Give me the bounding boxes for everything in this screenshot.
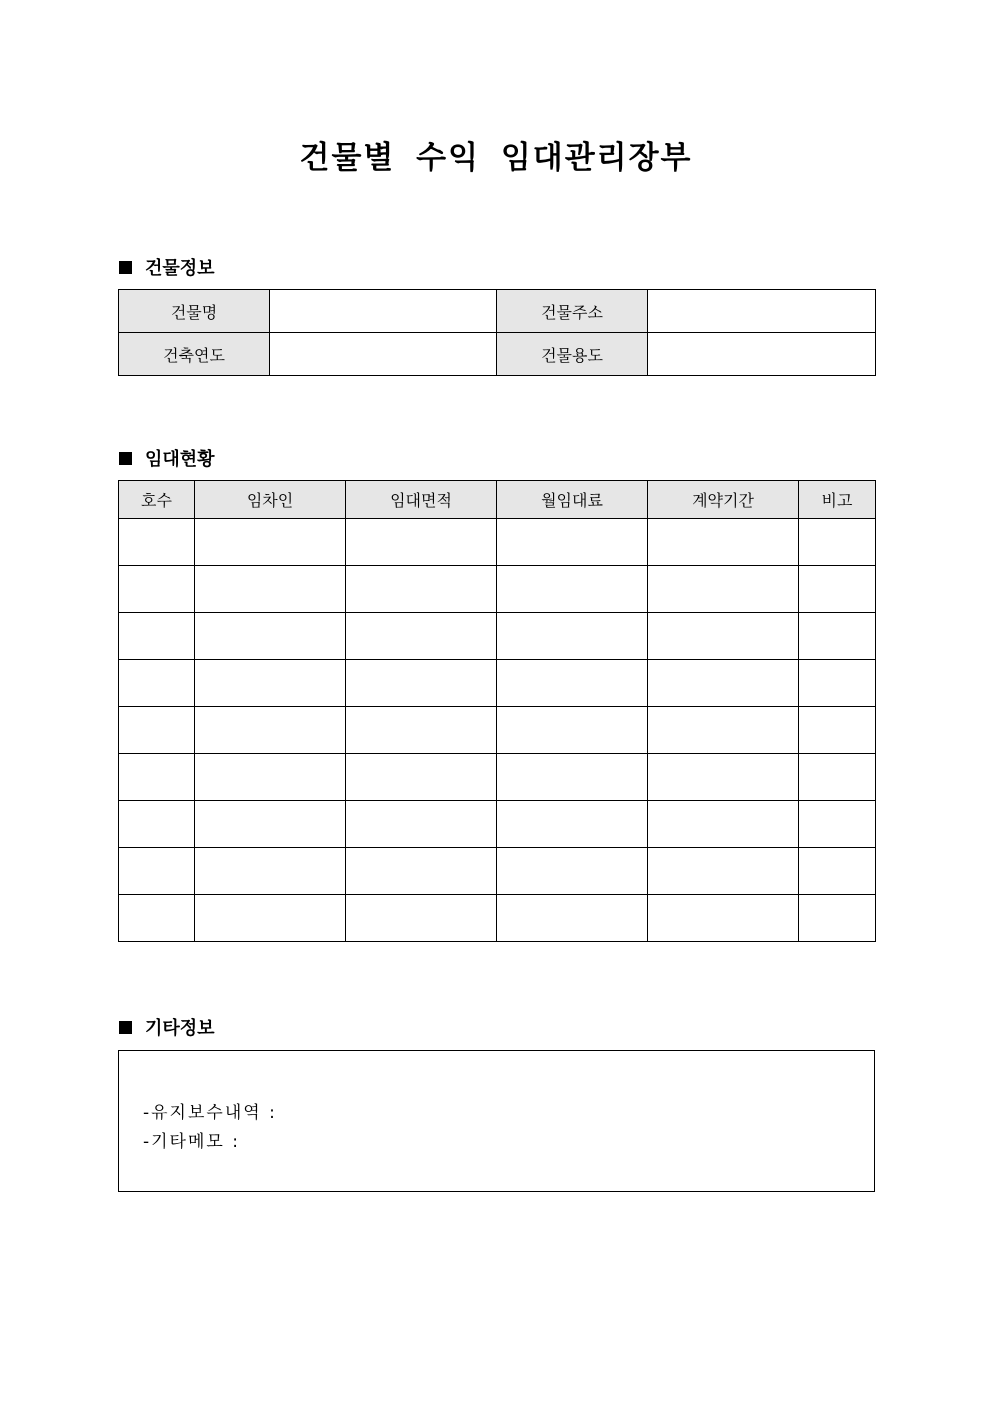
square-bullet-icon	[119, 1021, 132, 1034]
table-row	[119, 848, 876, 895]
other-memo-line: -기타메모 :	[143, 1132, 240, 1152]
rental-status-table	[118, 480, 876, 942]
cell-monthly-rent[interactable]	[497, 707, 648, 754]
cell-remarks[interactable]	[799, 519, 876, 566]
building-name-label: 건물명	[119, 290, 270, 333]
cell-contract-period[interactable]	[648, 613, 799, 660]
cell-remarks[interactable]	[799, 660, 876, 707]
table-row	[119, 519, 876, 566]
cell-tenant[interactable]	[195, 801, 346, 848]
cell-remarks[interactable]	[799, 613, 876, 660]
cell-tenant[interactable]	[195, 613, 346, 660]
cell-unit[interactable]	[119, 754, 195, 801]
cell-unit[interactable]	[119, 848, 195, 895]
column-header-unit: 호수	[119, 481, 195, 519]
cell-unit[interactable]	[119, 519, 195, 566]
cell-area[interactable]	[346, 801, 497, 848]
cell-area[interactable]	[346, 613, 497, 660]
cell-contract-period[interactable]	[648, 801, 799, 848]
cell-contract-period[interactable]	[648, 848, 799, 895]
cell-remarks[interactable]	[799, 895, 876, 942]
cell-tenant[interactable]	[195, 848, 346, 895]
other-info-heading	[119, 1014, 215, 1040]
square-bullet-icon	[119, 261, 132, 274]
cell-area[interactable]	[346, 707, 497, 754]
table-row	[119, 333, 876, 376]
cell-contract-period[interactable]	[648, 566, 799, 613]
cell-contract-period[interactable]	[648, 895, 799, 942]
table-row	[119, 613, 876, 660]
building-usage-field[interactable]	[648, 333, 876, 376]
table-row	[119, 895, 876, 942]
cell-unit[interactable]	[119, 895, 195, 942]
column-header-area: 임대면적	[346, 481, 497, 519]
cell-contract-period[interactable]	[648, 754, 799, 801]
cell-area[interactable]	[346, 660, 497, 707]
rental-status-heading-label: 임대현황	[145, 449, 215, 470]
building-usage-label: 건물용도	[497, 333, 648, 376]
cell-remarks[interactable]	[799, 754, 876, 801]
column-header-monthly-rent: 월임대료	[497, 481, 648, 519]
cell-contract-period[interactable]	[648, 519, 799, 566]
cell-unit[interactable]	[119, 707, 195, 754]
cell-remarks[interactable]	[799, 566, 876, 613]
column-header-remarks: 비고	[799, 481, 876, 519]
cell-unit[interactable]	[119, 660, 195, 707]
cell-tenant[interactable]	[195, 519, 346, 566]
cell-remarks[interactable]	[799, 707, 876, 754]
column-header-contract-period: 계약기간	[648, 481, 799, 519]
cell-monthly-rent[interactable]	[497, 754, 648, 801]
cell-remarks[interactable]	[799, 801, 876, 848]
cell-tenant[interactable]	[195, 707, 346, 754]
cell-tenant[interactable]	[195, 754, 346, 801]
table-row	[119, 290, 876, 333]
construction-year-field[interactable]	[270, 333, 497, 376]
cell-monthly-rent[interactable]	[497, 566, 648, 613]
building-info-table	[118, 289, 876, 376]
cell-remarks[interactable]	[799, 848, 876, 895]
building-address-label: 건물주소	[497, 290, 648, 333]
building-address-field[interactable]	[648, 290, 876, 333]
cell-monthly-rent[interactable]	[497, 519, 648, 566]
table-row	[119, 566, 876, 613]
table-row	[119, 707, 876, 754]
cell-monthly-rent[interactable]	[497, 660, 648, 707]
column-header-tenant: 임차인	[195, 481, 346, 519]
cell-monthly-rent[interactable]	[497, 613, 648, 660]
other-info-heading-label: 기타정보	[145, 1018, 215, 1039]
maintenance-history-line: -유지보수내역 :	[143, 1103, 277, 1123]
cell-area[interactable]	[346, 848, 497, 895]
cell-tenant[interactable]	[195, 895, 346, 942]
cell-monthly-rent[interactable]	[497, 848, 648, 895]
rental-status-heading	[119, 445, 215, 471]
building-info-heading	[119, 254, 215, 280]
cell-area[interactable]	[346, 566, 497, 613]
cell-area[interactable]	[346, 895, 497, 942]
cell-tenant[interactable]	[195, 566, 346, 613]
table-header-row	[119, 481, 876, 519]
cell-contract-period[interactable]	[648, 660, 799, 707]
other-info-box[interactable]	[118, 1050, 875, 1192]
cell-unit[interactable]	[119, 801, 195, 848]
building-info-heading-label: 건물정보	[145, 258, 215, 279]
cell-tenant[interactable]	[195, 660, 346, 707]
table-row	[119, 660, 876, 707]
page-title: 건물별 수익 임대관리장부	[299, 140, 693, 176]
square-bullet-icon	[119, 452, 132, 465]
cell-monthly-rent[interactable]	[497, 895, 648, 942]
building-name-field[interactable]	[270, 290, 497, 333]
table-row	[119, 754, 876, 801]
cell-unit[interactable]	[119, 566, 195, 613]
construction-year-label: 건축연도	[119, 333, 270, 376]
cell-area[interactable]	[346, 754, 497, 801]
cell-unit[interactable]	[119, 613, 195, 660]
cell-area[interactable]	[346, 519, 497, 566]
table-row	[119, 801, 876, 848]
cell-contract-period[interactable]	[648, 707, 799, 754]
cell-monthly-rent[interactable]	[497, 801, 648, 848]
